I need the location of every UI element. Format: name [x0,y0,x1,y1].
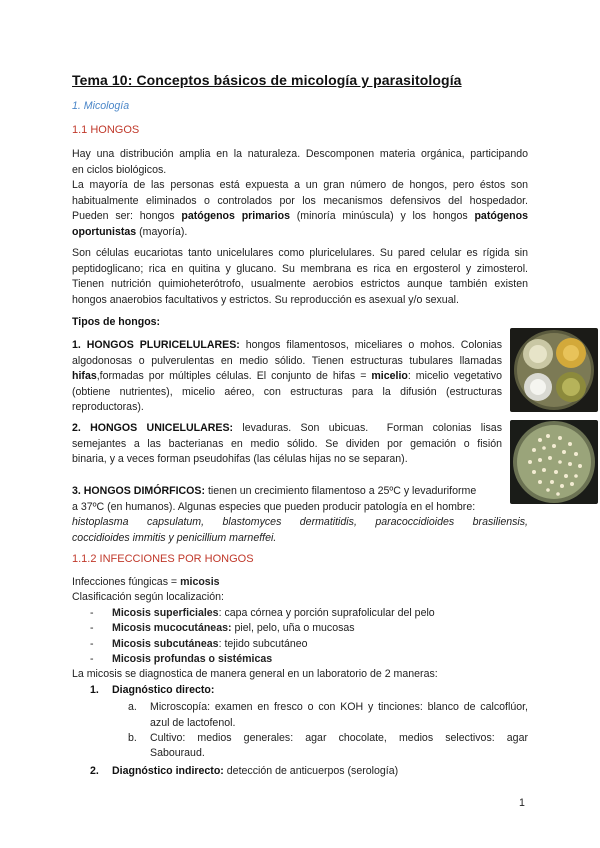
text-span: ,formadas por múltiples células. El conjunto de hifas = [96,370,372,383]
text-line [72,338,502,354]
intro-paragraph-1 [72,147,528,241]
list-number: 2. [90,764,99,777]
dash-bullet: - [90,653,94,666]
text-span: hongos filamentosos, miceliares o mohos. Colonias [239,339,502,351]
bold-term: patógenos primarios [181,210,290,223]
infecciones-block [72,575,528,779]
text-line: Tienen nutrición quimioheterótrofo, usualmente aerobios estrictos aunque también existen [72,278,528,291]
bold-heading: Tipos de hongos: [72,316,161,328]
sub-list-item [72,700,528,731]
section-heading-infecciones: 1.1.2 INFECCIONES POR HONGOS [72,553,254,565]
text-line: Sabouraud. [150,747,205,760]
list-item [72,606,528,621]
text-line [72,484,528,500]
section-heading-hongos: 1.1 HONGOS [72,124,140,136]
text-span: Infecciones fúngicas = [72,576,181,588]
bold-term: oportunistas [72,225,137,238]
text-line: histoplasma capsulatum, blastomyces dermatitidis, paracoccidioides brasiliensis, [72,516,528,529]
text-line: La mayoría de las personas está expuesta a un gran número de hongos, pero éstos son [72,179,528,192]
text-span: : micelio vegetativo [407,370,503,383]
text-line: a 37ºC (en humanos). Algunas especies que pueden producir patología en el hombre: [72,500,476,513]
text-line: azul de lactofenol. [150,716,236,729]
mold-petri-dish-graphic [510,328,598,412]
dash-bullet: - [90,622,94,635]
text-span: : tejido subcutáneo [218,637,308,650]
page-title: Tema 10: Conceptos básicos de micología y parasitología [72,72,462,88]
bold-term: Micosis subcutáneas [112,637,219,650]
text-line: (obtiene nutrientes), micelio aéreo, con estructuras para la difusión (estructuras [72,385,502,398]
bold-term: hifas [72,370,97,383]
text-line: binaria, y a veces forman pseudohifas (las células hijas no se separan). [72,453,408,466]
list-letter: b. [128,732,137,745]
dimorficos-paragraph [72,484,528,546]
bold-term: Micosis superficiales [112,606,219,619]
text-line: coccidioides immitis y penicillium marneffei. [72,531,277,544]
text-line [72,369,502,385]
text-span: detección de anticuerpos (serología) [223,764,399,777]
text-line [72,225,528,241]
text-line: Son células eucariotas tanto unicelulares como pluricelulares. Su pared celular es rígida sin [72,247,528,259]
bold-term: Diagnóstico directo: [112,683,215,696]
section-heading-micologia: 1. Micología [72,100,130,112]
tipos-heading [72,315,160,331]
text-line: Microscopía: examen en fresco o con KOH y tinciones: blanco de calcoflúor, [150,701,528,714]
text-line [72,209,528,225]
text-span: : capa córnea y porción suprafolicular del pelo [218,606,435,619]
text-line: habitualmente eliminados o controlados por los mecanismos defensivos del hospedador. [72,194,528,207]
text-span: (mayoría). [136,225,188,238]
bold-term: micelio [371,370,408,383]
sub-list-item [72,731,528,762]
text-line [72,575,528,590]
text-span: piel, pelo, uña o mucosas [231,622,355,635]
yeast-petri-dish-graphic [510,420,598,504]
text-span: Pueden ser: hongos [72,210,182,223]
dash-bullet: - [90,606,94,619]
text-line: Cultivo: medios generales: agar chocolate, medios selectivos: agar [150,732,528,745]
text-line: Hay una distribución amplia en la naturaleza. Descomponen materia orgánica, participando [72,148,528,160]
list-item [72,621,528,636]
text-line: hongos anaerobios facultativos y estrictos. Su reproducción es asexual y/o sexual. [72,293,459,306]
text-span: tienen un crecimiento filamentoso a 25ºC y levaduriforme [205,485,477,497]
list-item [72,652,528,667]
yeast-petri-dish-image [510,420,598,504]
text-line: La micosis se diagnostica de manera general en un laboratorio de 2 maneras: [72,668,438,681]
intro-paragraph-2 [72,246,528,308]
bold-term: Micosis profundas o sistémicas [112,653,273,666]
text-line: Clasificación según localización: [72,591,224,604]
text-line: reproductoras). [72,401,144,414]
pluricelulares-paragraph [72,338,528,416]
list-number: 1. [90,683,99,696]
page-number: 1 [519,797,525,809]
list-item [72,637,528,652]
bold-term: 2. HONGOS UNICELULARES: [72,422,234,434]
text-span: (minoría minúscula) y los hongos [289,210,475,223]
bold-term: Micosis mucocutáneas: [112,622,232,635]
text-span: levaduras. Son ubicuas. Forman colonias lisas [233,422,502,434]
unicelulares-paragraph [72,421,502,468]
text-line: en ciclos biológicos. [72,163,167,176]
bold-term: micosis [180,576,220,588]
text-line: peptidoglicano; rica en quitina y glucano. Su membrana es rica en ergosterol y zimosterol. [72,262,528,275]
bold-term: patógenos [474,210,529,223]
list-letter: a. [128,701,137,714]
text-line [72,421,502,437]
text-line: semejantes a las bacterianas en medio sólido. Se dividen por gemación o fisión [72,437,502,450]
bold-term: 1. HONGOS PLURICELULARES: [72,339,240,351]
list-item-diagnostico-directo [72,683,528,698]
dash-bullet: - [90,637,94,650]
bold-term: 3. HONGOS DIMÓRFICOS: [72,485,206,497]
list-item-diagnostico-indirecto [72,764,528,779]
text-line: algodonosas o pulverulentas en medio sólido. Tienen estructuras tubulares llamadas [72,354,502,367]
bold-term: Diagnóstico indirecto: [112,764,224,777]
mold-petri-dish-image [510,328,598,412]
